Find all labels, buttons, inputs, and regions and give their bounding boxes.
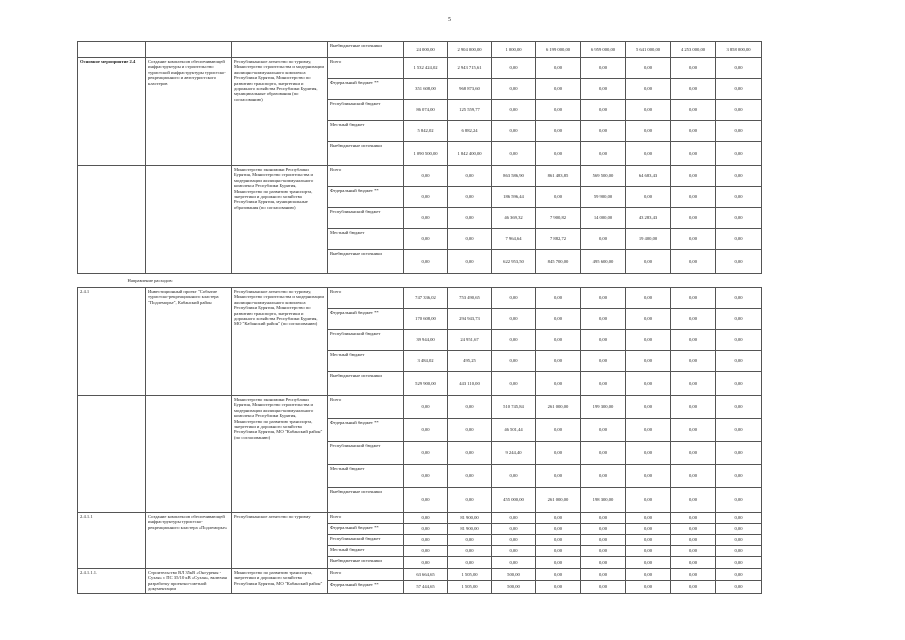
value-cell: 0,00 [581,100,626,121]
value-cell: 0,00 [536,187,581,208]
section-row [78,274,762,288]
value-cell: 0,00 [626,79,671,100]
value-cell: 24 951,67 [448,330,492,351]
value-cell: 0,00 [448,187,492,208]
measure-code [78,396,146,513]
value-cell: 199 300,00 [581,396,626,419]
value-cell: 0,00 [536,535,581,546]
value-cell: 0,00 [671,208,716,229]
value-cell: 495,25 [448,351,492,372]
value-cell: 0,00 [492,142,536,166]
value-cell: 0,00 [448,396,492,419]
value-cell: 351 608,00 [404,79,448,100]
value-cell: 0,00 [716,396,762,419]
funding-source: Внебюджетные источники [328,142,404,166]
table-row [78,58,762,79]
executor-cell [232,42,328,58]
value-cell: 0,00 [448,250,492,274]
value-cell: 7 882,72 [536,229,581,250]
value-cell: 0,00 [716,351,762,372]
value-cell: 7 964,64 [492,229,536,250]
funding-source: Всего [328,58,404,79]
value-cell: 0,00 [626,330,671,351]
funding-source: Местный бюджет [328,546,404,557]
value-cell: 0,00 [626,546,671,557]
value-cell: 0,00 [581,557,626,569]
value-cell: 59 900,00 [581,187,626,208]
table-row [78,513,762,524]
value-cell: 0,00 [626,442,671,465]
value-cell: 0,00 [536,351,581,372]
value-cell: 0,00 [626,309,671,330]
value-cell: 529 900,00 [404,372,448,396]
value-cell: 0,00 [404,546,448,557]
value-cell: 0,00 [671,419,716,442]
value-cell: 19 400,00 [626,229,671,250]
value-cell: 0,00 [716,229,762,250]
value-cell: 0,00 [626,569,671,581]
value-cell: 0,00 [492,513,536,524]
value-cell: 6 959 000,00 [581,42,626,58]
value-cell: 0,00 [671,524,716,535]
value-cell: 0,00 [626,524,671,535]
funding-source: Внебюджетные источники [328,372,404,396]
value-cell: 9 244,40 [492,442,536,465]
funding-source: Внебюджетные источники [328,557,404,569]
value-cell: 0,00 [716,142,762,166]
measure-code: Основное мероприятие 2.4 [78,58,146,166]
value-cell: 1 842 400,00 [448,142,492,166]
value-cell: 0,00 [492,288,536,309]
funding-source: Федеральный бюджет ** [328,524,404,535]
value-cell: 0,00 [581,79,626,100]
value-cell: 0,00 [448,488,492,513]
funding-source: Федеральный бюджет ** [328,187,404,208]
value-cell: 0,00 [492,309,536,330]
executor-cell: Республиканское агентство по туризму [232,513,328,569]
value-cell: 968 873,60 [448,79,492,100]
value-cell: 0,00 [536,569,581,581]
value-cell: 0,00 [671,396,716,419]
value-cell: 0,00 [536,581,581,593]
value-cell: 0,00 [671,569,716,581]
value-cell: 622 953,50 [492,250,536,274]
value-cell: 261 000,00 [536,396,581,419]
value-cell: 0,00 [716,250,762,274]
value-cell: 0,00 [448,208,492,229]
value-cell: 0,00 [536,79,581,100]
value-cell: 0,00 [626,535,671,546]
value-cell: 0,00 [404,535,448,546]
value-cell: 4 253 000,00 [671,42,716,58]
executor-cell: Министерство по развитию транспорта, энергетики и дорожного хозяйства Республики Бурятия, МО "Кабанский район" [232,569,328,594]
value-cell: 0,00 [581,288,626,309]
value-cell: 186 596,44 [492,187,536,208]
value-cell: 0,00 [716,330,762,351]
funding-source: Всего [328,513,404,524]
value-cell: 0,00 [671,465,716,488]
value-cell: 0,00 [536,309,581,330]
value-cell: 0,00 [716,79,762,100]
value-cell: 0,00 [581,535,626,546]
funding-source: Федеральный бюджет ** [328,309,404,330]
measure-code: 2.4.1.1.1. [78,569,146,594]
executor-cell: Министерство экономики Республики Бурятия, Министерство строительства и модернизации жилищно-коммунального комплекса Республики Бурятия, Министерство по развитию транспорта, энергетики и дорожного хозяйства Республики Бурятия, МО "Кабанский район" (по согласованию) [232,396,328,513]
value-cell: 5 641 000,00 [626,42,671,58]
funding-source: Местный бюджет [328,351,404,372]
value-cell: 0,00 [404,465,448,488]
value-cell: 0,00 [492,79,536,100]
value-cell: 0,00 [581,581,626,593]
value-cell: 86 074,00 [404,100,448,121]
value-cell: 0,00 [404,419,448,442]
executor-cell: Республиканское агентство по туризму, Министерство строительства и модернизации жилищно-коммунального комплекса Республики Бурятия, Министерство по развитию транспорта, энергетики и дорожного хозяйства Республики Бурятия, муниципальные образования (по согласованию) [232,58,328,166]
value-cell: 43 283,43 [626,208,671,229]
value-cell: 1 505,00 [448,569,492,581]
value-cell: 443 110,00 [448,372,492,396]
value-cell: 0,00 [536,419,581,442]
value-cell: 3 858 000,00 [716,42,762,58]
value-cell: 0,00 [404,513,448,524]
value-cell: 0,00 [581,142,626,166]
funding-source: Республиканский бюджет [328,100,404,121]
value-cell: 0,00 [536,142,581,166]
value-cell: 0,00 [671,442,716,465]
value-cell: 0,00 [671,229,716,250]
funding-source: Республиканский бюджет [328,208,404,229]
value-cell: 0,00 [626,100,671,121]
value-cell: 0,00 [492,351,536,372]
budget-table [77,41,762,594]
value-cell: 0,00 [716,513,762,524]
value-cell: 0,00 [492,121,536,142]
value-cell: 0,00 [671,513,716,524]
value-cell: 0,00 [716,372,762,396]
value-cell: 6 199 000,00 [536,42,581,58]
funding-source: Местный бюджет [328,465,404,488]
value-cell: 500,00 [492,581,536,593]
value-cell: 0,00 [716,465,762,488]
value-cell: 0,00 [626,557,671,569]
measure-name: Инвестиционный проект "Событие туристско-рекреационного кластера "Подлеморье", Кабанский район [146,288,232,396]
value-cell: 1 090 500,00 [404,142,448,166]
value-cell: 0,00 [581,121,626,142]
value-cell: 0,00 [448,465,492,488]
value-cell: 0,00 [536,330,581,351]
value-cell: 0,00 [671,581,716,593]
value-cell: 0,00 [492,100,536,121]
funding-source: Федеральный бюджет ** [328,419,404,442]
value-cell: 0,00 [716,58,762,79]
value-cell: 0,00 [671,166,716,187]
measure-name [146,396,232,513]
value-cell: 0,00 [716,100,762,121]
value-cell: 0,00 [671,546,716,557]
value-cell: 0,00 [404,208,448,229]
value-cell: 0,00 [536,442,581,465]
value-cell: 0,00 [581,330,626,351]
value-cell: 0,00 [404,166,448,187]
section-header: Направление расходов: [78,274,762,288]
value-cell: 14 000,00 [581,208,626,229]
value-cell: 0,00 [581,513,626,524]
value-cell: 0,00 [536,372,581,396]
value-cell: 5 842,02 [404,121,448,142]
value-cell: 0,00 [536,100,581,121]
value-cell: 0,00 [671,187,716,208]
value-cell: 0,00 [581,419,626,442]
value-cell: 0,00 [581,229,626,250]
value-cell: 0,00 [716,569,762,581]
executor-cell: Министерство экономики Республики Бурятия, Министерство строительства и модернизации жилищно-коммунального комплекса Республики Бурятия, Министерство по развитию транспорта, энергетики и дорожного хозяйства Республики Бурятия, муниципальные образования (по согласованию) [232,166,328,274]
measure-name [146,166,232,274]
measure-name [146,42,232,58]
value-cell: 0,00 [716,546,762,557]
value-cell: 0,00 [671,79,716,100]
value-cell: 0,00 [716,309,762,330]
value-cell: 0,00 [671,100,716,121]
value-cell: 0,00 [581,372,626,396]
value-cell: 198 300,00 [581,488,626,513]
value-cell: 0,00 [581,442,626,465]
value-cell: 0,00 [448,535,492,546]
value-cell: 294 943,73 [448,309,492,330]
value-cell: 0,00 [536,524,581,535]
value-cell: 81 900,00 [448,524,492,535]
funding-source: Республиканский бюджет [328,330,404,351]
value-cell: 0,00 [581,465,626,488]
value-cell: 0,00 [448,546,492,557]
value-cell: 1 505,00 [448,581,492,593]
value-cell: 0,00 [448,442,492,465]
value-cell: 0,00 [716,488,762,513]
value-cell: 0,00 [671,250,716,274]
value-cell: 24 000,00 [404,42,448,58]
value-cell: 0,00 [448,166,492,187]
table-row [78,396,762,419]
funding-source: Всего [328,288,404,309]
value-cell: 0,00 [626,58,671,79]
value-cell: 0,00 [716,419,762,442]
value-cell: 0,00 [448,419,492,442]
value-cell: 0,00 [671,309,716,330]
value-cell: 0,00 [581,569,626,581]
table-row [78,569,762,581]
value-cell: 0,00 [716,208,762,229]
value-cell: 2 904 000,00 [448,42,492,58]
value-cell: 0,00 [492,465,536,488]
value-cell: 0,00 [716,535,762,546]
value-cell: 510 745,84 [492,396,536,419]
value-cell: 0,00 [716,581,762,593]
value-cell: 0,00 [716,288,762,309]
value-cell: 39 944,00 [404,330,448,351]
value-cell: 0,00 [448,229,492,250]
measure-name: Создание комплексов обеспечивающей инфраструктуры и строительство туристской инфраструктуры туристско-рекреационного и автотуристского кластеров [146,58,232,166]
value-cell: 863 586,90 [492,166,536,187]
value-cell: 125 559,77 [448,100,492,121]
value-cell: 0,00 [671,288,716,309]
value-cell: 0,00 [626,351,671,372]
measure-code: 2.4.1.1 [78,513,146,569]
value-cell: 0,00 [716,524,762,535]
value-cell: 0,00 [716,442,762,465]
value-cell: 495 600,00 [581,250,626,274]
value-cell: 0,00 [671,58,716,79]
value-cell: 0,00 [716,187,762,208]
value-cell: 57 444,65 [404,581,448,593]
value-cell: 261 000,00 [536,488,581,513]
value-cell: 0,00 [404,488,448,513]
value-cell: 7 900,82 [536,208,581,229]
value-cell: 1 000,00 [492,42,536,58]
value-cell: 46 501,44 [492,419,536,442]
value-cell: 2 943 715,61 [448,58,492,79]
value-cell: 0,00 [581,351,626,372]
value-cell: 0,00 [626,513,671,524]
table-row [78,166,762,187]
funding-source: Местный бюджет [328,229,404,250]
funding-source: Местный бюджет [328,121,404,142]
value-cell: 170 608,00 [404,309,448,330]
value-cell: 0,00 [536,465,581,488]
table-row [78,42,762,58]
value-cell: 0,00 [492,535,536,546]
value-cell: 0,00 [671,142,716,166]
value-cell: 0,00 [626,396,671,419]
value-cell: 0,00 [671,351,716,372]
value-cell: 64 683,43 [626,166,671,187]
value-cell: 0,00 [536,121,581,142]
value-cell: 747 336,02 [404,288,448,309]
value-cell: 0,00 [536,557,581,569]
value-cell: 6 882,24 [448,121,492,142]
value-cell: 0,00 [626,488,671,513]
measure-name: Создание комплексов обеспечивающей инфраструктуры туристско-рекреационного кластера «Подлеморье» [146,513,232,569]
value-cell: 0,00 [626,288,671,309]
value-cell: 0,00 [671,330,716,351]
funding-source: Республиканский бюджет [328,535,404,546]
funding-source: Всего [328,166,404,187]
value-cell: 0,00 [492,557,536,569]
funding-source: Федеральный бюджет ** [328,79,404,100]
value-cell: 455 000,00 [492,488,536,513]
measure-code: 2.4.1 [78,288,146,396]
funding-source: Всего [328,569,404,581]
value-cell: 0,00 [492,546,536,557]
table-row [78,288,762,309]
value-cell: 569 500,00 [581,166,626,187]
value-cell: 0,00 [626,187,671,208]
value-cell: 0,00 [716,121,762,142]
value-cell: 0,00 [536,546,581,557]
value-cell: 0,00 [404,250,448,274]
value-cell: 0,00 [404,187,448,208]
value-cell: 0,00 [671,372,716,396]
value-cell: 753 490,65 [448,288,492,309]
funding-source: Всего [328,396,404,419]
page-number: 5 [448,17,451,23]
value-cell: 0,00 [492,330,536,351]
value-cell: 0,00 [626,372,671,396]
value-cell: 0,00 [404,524,448,535]
funding-source: Внебюджетные источники [328,250,404,274]
value-cell: 861 483,85 [536,166,581,187]
value-cell: 0,00 [626,142,671,166]
measure-name: Строительство ВЛ 35кВ «Онгурены - Сухая» с ПС 35/10 кВ «Сухая», включая разработку проектно-сметной документации [146,569,232,594]
value-cell: 0,00 [492,58,536,79]
value-cell: 0,00 [671,557,716,569]
value-cell: 0,00 [536,513,581,524]
value-cell: 0,00 [492,524,536,535]
value-cell: 0,00 [404,229,448,250]
value-cell: 0,00 [581,524,626,535]
value-cell: 0,00 [536,288,581,309]
value-cell: 0,00 [671,535,716,546]
funding-source: Федеральный бюджет ** [328,581,404,593]
value-cell: 3 484,02 [404,351,448,372]
value-cell: 0,00 [626,121,671,142]
value-cell: 845 700,00 [536,250,581,274]
value-cell: 0,00 [626,581,671,593]
funding-source: Республиканский бюджет [328,442,404,465]
value-cell: 0,00 [404,557,448,569]
value-cell: 0,00 [716,557,762,569]
value-cell: 0,00 [492,372,536,396]
value-cell: 0,00 [581,58,626,79]
value-cell: 0,00 [581,309,626,330]
value-cell: 0,00 [404,396,448,419]
value-cell: 0,00 [626,465,671,488]
value-cell: 46 369,32 [492,208,536,229]
funding-source: Внебюджетные источники [328,488,404,513]
value-cell: 1 532 424,02 [404,58,448,79]
value-cell: 0,00 [404,442,448,465]
measure-code [78,166,146,274]
value-cell: 81 900,00 [448,513,492,524]
value-cell: 500,00 [492,569,536,581]
funding-source: Внебюджетные источники [328,42,404,58]
value-cell: 0,00 [581,546,626,557]
value-cell: 0,00 [448,557,492,569]
measure-code [78,42,146,58]
value-cell: 0,00 [671,488,716,513]
executor-cell: Республиканское агентство по туризму, Министерство строительства и модернизации жилищно-коммунального комплекса Республики Бурятия, Министерство по развитию транспорта, энергетики и дорожного хозяйства Республики Бурятия, МО "Кабанский район" (по согласованию) [232,288,328,396]
value-cell: 0,00 [536,58,581,79]
value-cell: 63 664,65 [404,569,448,581]
value-cell: 0,00 [716,166,762,187]
value-cell: 0,00 [626,419,671,442]
value-cell: 0,00 [626,250,671,274]
value-cell: 0,00 [671,121,716,142]
